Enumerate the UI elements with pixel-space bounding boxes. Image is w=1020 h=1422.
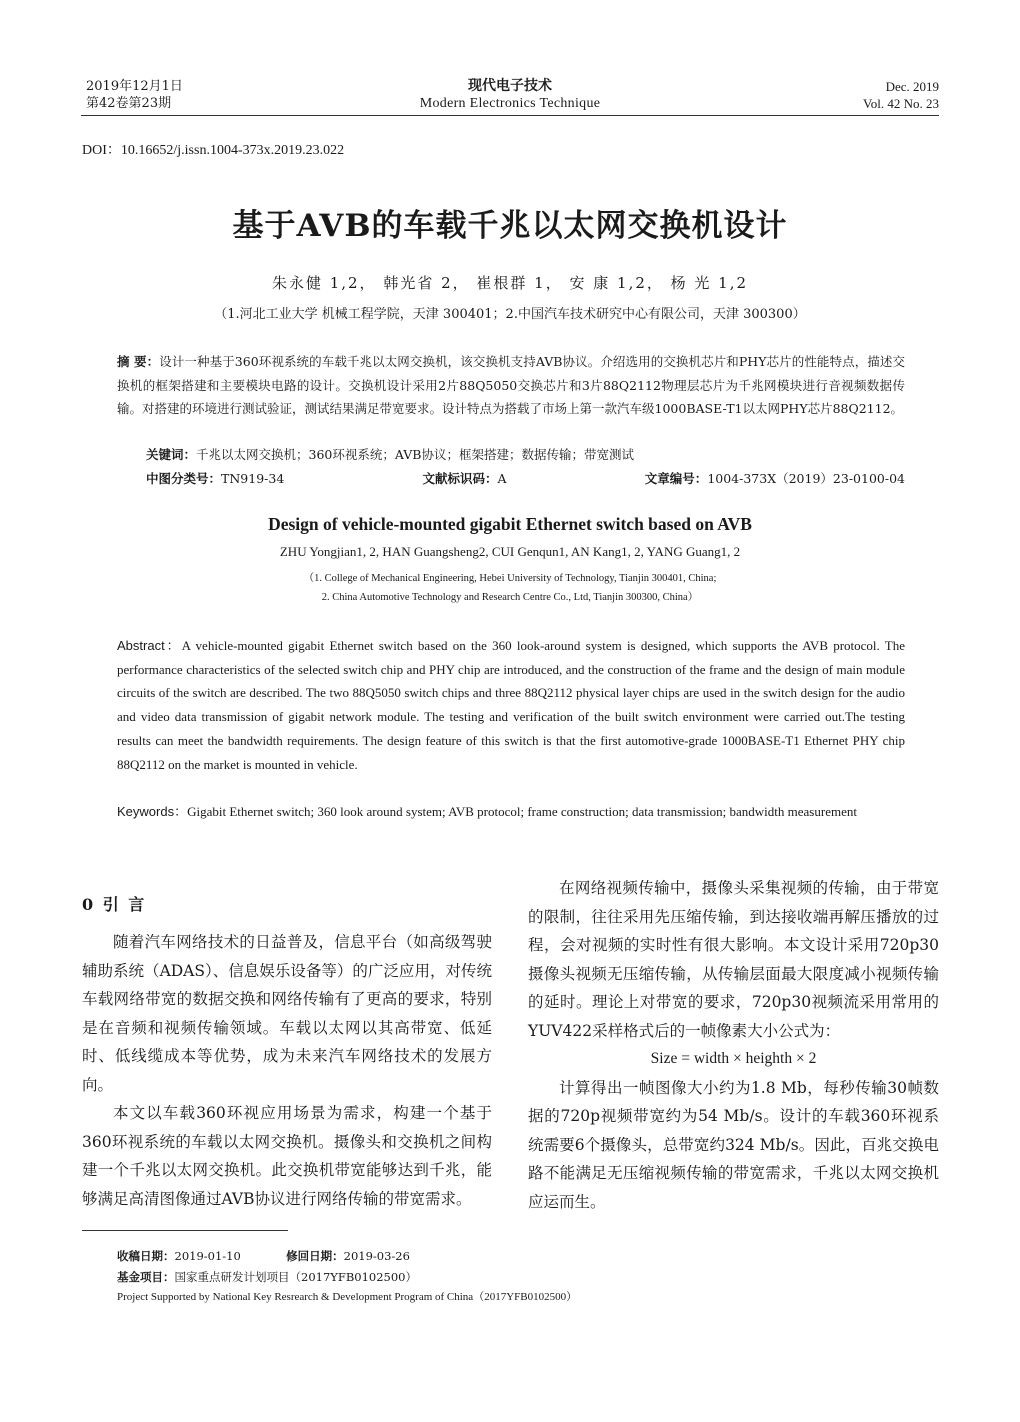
doi[interactable]: DOI：10.16652/j.issn.1004-373x.2019.23.022 [82,143,345,158]
volume-issue-cn: 第42卷第23期 [86,96,172,111]
doc-code-value: A [497,471,507,486]
keywords-cn [146,445,634,463]
body-paragraph: 随着汽车网络技术的日益普及，信息平台（如高级驾驶辅助系统（ADAS）、信息娱乐设备等）的广泛应用，对传统车载网络带宽的数据交换和网络传输有了更高的要求，特别是在音频和视频传输领域。车载以太网以其高带宽、低延时、低线缆成本等优势，成为未来汽车网络技术的发展方向。 [82,933,492,1094]
header-rule [81,115,939,116]
abstract-en-label: Abstract： [117,638,182,653]
affiliation-cn: （1.河北工业大学 机械工程学院，天津 300401；2.中国汽车技术研究中心有限公司，天津 300300） [214,307,806,322]
keywords-en-label: Keywords： [117,804,188,819]
keywords-en-text: Gigabit Ethernet switch; 360 look around system; AVB protocol; frame construction; data transmission; bandwidth measurement [187,804,857,819]
body-column-right [528,874,939,1216]
keywords-cn-label: 关键词： [146,447,197,462]
abstract-en [117,634,905,776]
body-column-left [82,928,492,1213]
authors-en: ZHU Yongjian1, 2, HAN Guangsheng2, CUI Genqun1, AN Kang1, 2, YANG Guang1, 2 [279,544,741,559]
clc-number [146,469,284,487]
abstract-cn [117,350,905,421]
doc-code-label: 文献标识码： [422,471,498,486]
journal-name-en: Modern Electronics Technique [419,96,601,111]
abstract-cn-label: 摘 要： [117,354,160,369]
classification-row [146,469,905,487]
authors-cn: 朱永健 1,2， 韩光省 2， 崔根群 1， 安 康 1,2， 杨 光 1,2 [271,274,749,292]
volume-issue-en: Vol. 42 No. 23 [863,96,939,111]
affiliation-en-line-1: （1. College of Mechanical Engineering, Hebei University of Technology, Tianjin 300401, China; [303,573,717,584]
body-paragraph: 计算得出一帧图像大小约为1.8 Mb，每秒传输30帧数据的720p视频带宽约为54 Mb/s。设计的车载360环视系统需要6个摄像头，总带宽约324 Mb/s。因此，百兆交换电路不能满足无压缩视频传输的带宽需求，千兆以太网交换机应运而生。 [528,1078,939,1211]
paper-title-en: Design of vehicle-mounted gigabit Ethernet switch based on AVB [268,514,752,534]
article-number [645,469,905,487]
header-right [863,78,939,112]
issue-date-en: Dec. 2019 [885,79,939,94]
abstract-cn-text: 设计一种基于360环视系统的车载千兆以太网交换机，该交换机支持AVB协议。介绍选用的交换机芯片和PHY芯片的性能特点，描述交换机的框架搭建和主要模块电路的设计。交换机设计采用2片88Q5050交换芯片和3片88Q2112物理层芯片为千兆网模块进行音视频数据传输。对搭建的环境进行测试验证，测试结果满足带宽要求。设计特点为搭载了市场上第一款汽车级1000BASE-T1以太网PHY芯片88Q2112。 [117,354,905,416]
body-paragraph: 在网络视频传输中，摄像头采集视频的传输，由于带宽的限制，往往采用先压缩传输，到达接收端再解压播放的过程，会对视频的实时性有很大影响。本文设计采用720p30摄像头视频无压缩传输，从传输层面最大限度减小视频传输的延时。理论上对带宽的要求，720p30视频流采用常用的YUV422采样格式后的一帧像素大小公式为： [528,879,939,1040]
footnote-fund-en: Project Supported by National Key Resrearch & Development Program of China（2017YFB0102500） [117,1291,578,1303]
abstract-en-text: A vehicle-mounted gigabit Ethernet switch based on the 360 look-around system is designed, which supports the AVB protocol. The performance characteristics of the selected switch chip and PHY chip are introduced, and the construction of the frame and the design of main module circuits of the switch are described. The two 88Q5050 switch chips and three 88Q2112 physical layer chips are used in the switch design for the audio and video data transmission of gigabit network module. The testing and verification of the built switch environment were carried out.The testing results can meet the bandwidth requirements. The design feature of this switch is that the first automotive-grade 1000BASE-T1 Ethernet PHY chip 88Q2112 on the market is mounted in vehicle. [117,638,906,772]
footnote-dates [117,1246,410,1266]
keywords-cn-text: 千兆以太网交换机；360环视系统；AVB协议；框架搭建；数据传输；带宽测试 [196,447,634,462]
formula: Size = width × heighth × 2 [650,1050,817,1067]
received-label: 收稿日期： [117,1249,175,1263]
footnote-fund [117,1267,417,1287]
keywords-en [117,800,905,824]
issue-date-cn: 2019年12月1日 [86,79,183,94]
clc-label: 中图分类号： [146,471,222,486]
revised-date: 2019-03-26 [343,1249,410,1263]
footnote-rule [82,1230,288,1231]
article-number-label: 文章编号： [644,471,708,486]
fund-label: 基金项目： [117,1270,175,1284]
fund-text: 国家重点研发计划项目（2017YFB0102500） [174,1270,418,1284]
document-code [423,469,507,487]
clc-value: TN919-34 [221,471,285,486]
paper-title-cn: 基于AVB的车载千兆以太网交换机设计 [232,208,788,244]
body-paragraph: 本文以车载360环视应用场景为需求，构建一个基于360环视系统的车载以太网交换机。摄像头和交换机之间构建一个千兆以太网交换机。此交换机带宽能够达到千兆，能够满足高清图像通过AVB协议进行网络传输的带宽需求。 [82,1104,492,1208]
article-number-value: 1004-373X（2019）23-0100-04 [707,471,905,486]
received-date: 2019-01-10 [174,1249,241,1263]
affiliation-en-line-2: 2. China Automotive Technology and Research Centre Co., Ltd, Tianjin 300300, China） [321,592,699,603]
journal-name-cn: 现代电子技术 [468,78,552,94]
revised-label: 修回日期： [286,1249,344,1263]
section-heading-introduction: 0 引 言 [82,895,147,914]
